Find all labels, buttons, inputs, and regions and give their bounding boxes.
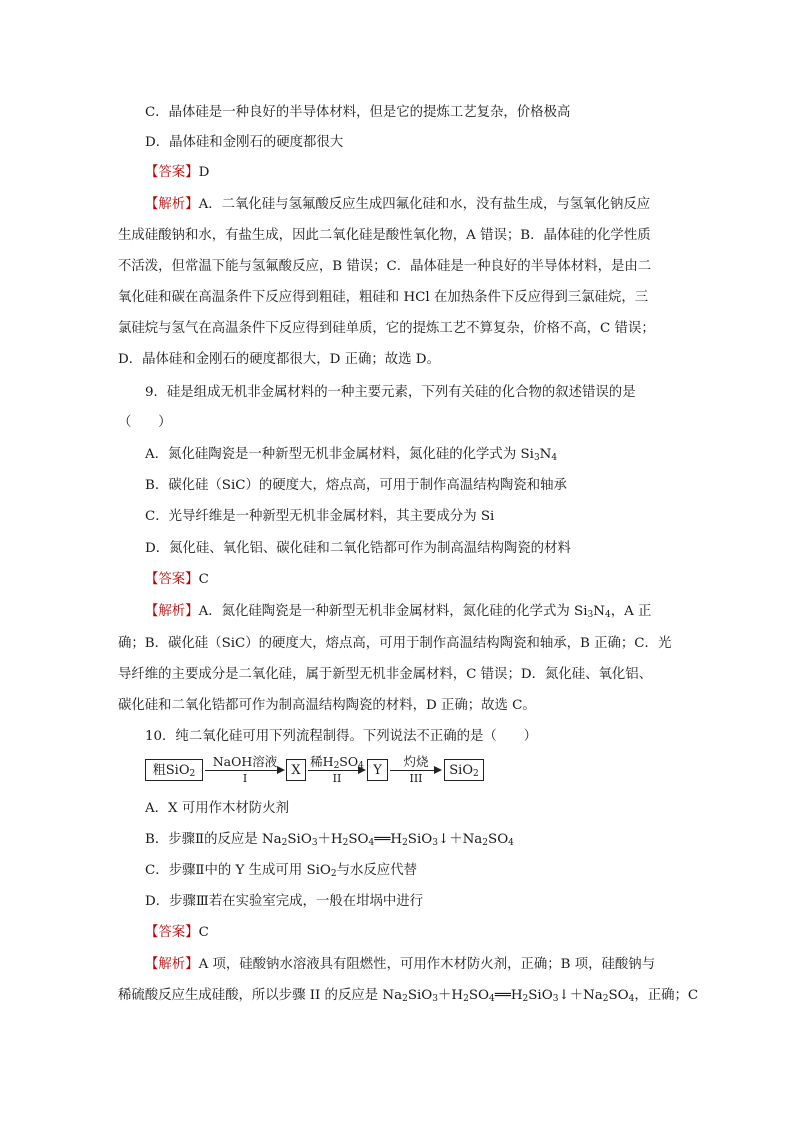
q10-analysis-line: 【解析】A 项，硅酸钠水溶液具有阻燃性，可用作木材防火剂，正确；B 项，硅酸钠与 xyxy=(145,957,656,972)
step3-reagent: 灼烧 xyxy=(403,754,429,769)
q8-analysis-line: 氯硅烷与氢气在高温条件下反应得到硅单质，它的提炼工艺不算复杂，价格不高，C 错误； xyxy=(118,321,655,336)
q9-paren: （ ） xyxy=(118,415,172,430)
q8-analysis-line: 生成硅酸钠和水，有盐生成，因此二氧化硅是酸性氧化物，A 错误；B．晶体硅的化学性质 xyxy=(118,228,651,243)
q10-analysis-line: 稀硫酸反应生成硅酸，所以步骤 II 的反应是 $Na_2SiO_3+H_2SO_4══H_2SiO_3↓+Na_2SO_4$，正确；C xyxy=(118,988,699,1004)
q9-stem: 9．硅是组成无机非金属材料的一种主要元素，下列有关硅的化合物的叙述错误的是 xyxy=(145,385,636,400)
analysis-label: 【解析】 xyxy=(145,197,199,212)
q9-option-c: C．光导纤维是一种新型无机非金属材料，其主要成分为 Si xyxy=(145,509,495,524)
q8-analysis-line: 氧化硅和碳在高温条件下反应得到粗硅，粗硅和 HCl 在加热条件下反应得到三氯硅烷，三 xyxy=(118,290,649,305)
flow-box-x: X xyxy=(286,759,306,781)
q10-option-b: B．步骤Ⅱ的反应是 $Na_2SiO_3+H_2SO_4══H_2SiO_3↓+Na_2SO_4$ xyxy=(145,832,514,848)
answer-value: C xyxy=(198,925,209,940)
flow-arrow-step3 xyxy=(390,754,442,788)
q10-answer xyxy=(145,924,209,942)
q8-analysis-line: D．晶体硅和金刚石的硬度都很大，D 正确；故选 D。 xyxy=(118,352,440,367)
q10-option-a: A．X 可用作木材防火剂 xyxy=(145,801,289,816)
step1-reagent: NaOH溶液 xyxy=(212,754,278,769)
process-flow-diagram xyxy=(145,754,615,788)
q8-analysis-line xyxy=(145,196,650,214)
q8-analysis-line: 不活泼，但常温下能与氢氟酸反应，B 错误；C．晶体硅是一种良好的半导体材料，是由二 xyxy=(118,259,652,274)
answer-value: C xyxy=(198,572,209,587)
q8-answer xyxy=(145,164,209,182)
analysis-text: A．二氧化硅与氢氟酸反应生成四氟化硅和水，没有盐生成，与氢氧化钠反应 xyxy=(198,197,651,212)
answer-label: 【答案】 xyxy=(145,925,199,940)
flow-arrow-step2 xyxy=(308,754,366,788)
q9-analysis-line: 【解析】A．氮化硅陶瓷是一种新型无机非金属材料，氮化硅的化学式为 $Si_3N_4$，A 正 xyxy=(145,604,652,620)
q9-option-a: A．氮化硅陶瓷是一种新型无机非金属材料，氮化硅的化学式为 $Si_3N_4$ xyxy=(145,447,558,463)
q9-analysis-line: 碳化硅和二氧化锆都可作为制高温结构陶瓷的材料，D 正确；故选 C。 xyxy=(118,698,536,713)
q9-answer xyxy=(145,571,209,589)
answer-value: D xyxy=(198,165,210,180)
step3-number: III xyxy=(409,772,423,785)
q10-option-c: C．步骤Ⅱ中的 Y 生成可用 SiO$_2$与水反应代替 xyxy=(145,863,417,879)
step1-number: I xyxy=(242,772,248,785)
q9-option-b: B．碳化硅（SiC）的硬度大，熔点高，可用于制作高温结构陶瓷和轴承 xyxy=(145,478,567,493)
q9-option-d: D．氮化硅、氧化铝、碳化硅和二氧化锆都可作为制高温结构陶瓷的材料 xyxy=(145,541,571,556)
analysis-label: 【解析】 xyxy=(145,957,199,972)
analysis-label: 【解析】 xyxy=(145,604,199,619)
q10-option-d: D．步骤Ⅲ若在实验室完成，一般在坩埚中进行 xyxy=(145,894,424,909)
answer-label: 【答案】 xyxy=(145,572,199,587)
flow-box-y: Y xyxy=(367,759,388,781)
step2-number: II xyxy=(332,772,342,785)
flow-box-crude-sio2: 粗SiO$_2$ xyxy=(145,759,203,781)
q9-analysis-line: 确；B．碳化硅（SiC）的硬度大，熔点高，可用于制作高温结构陶瓷和轴承，B 正确；C．光 xyxy=(118,636,672,651)
q8-option-c: C．晶体硅是一种良好的半导体材料，但是它的提炼工艺复杂，价格极高 xyxy=(145,105,571,120)
q8-option-d: D．晶体硅和金刚石的硬度都很大 xyxy=(145,135,344,150)
flow-box-pure-sio2: SiO$_2$ xyxy=(444,759,484,781)
flow-arrow-step1 xyxy=(205,754,285,788)
answer-label: 【答案】 xyxy=(145,165,199,180)
q10-stem: 10．纯二氧化硅可用下列流程制得。下列说法不正确的是（ ） xyxy=(145,729,537,744)
q9-analysis-line: 导纤维的主要成分是二氧化硅，属于新型无机非金属材料，C 错误；D．氮化硅、氧化铝、 xyxy=(118,667,653,682)
step2-reagent: 稀$H_2SO_4$ xyxy=(310,754,364,771)
